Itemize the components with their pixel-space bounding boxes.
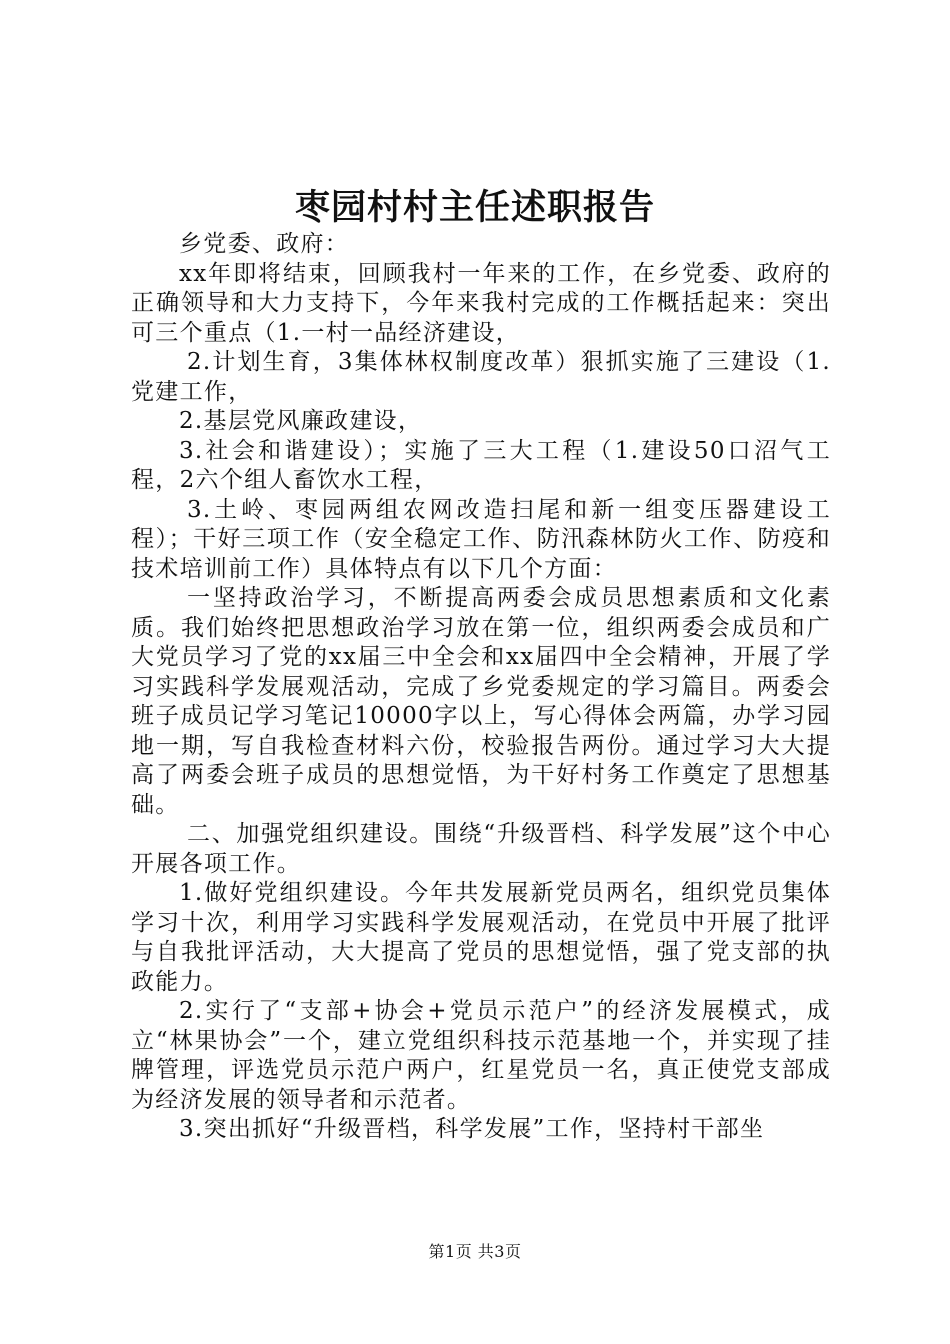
document-body: [131, 230, 831, 1145]
body-paragraph: 3.社会和谐建设）；实施了三大工程（1.建设50口沼气工程，2六个组人畜饮水工程，: [131, 437, 831, 493]
section-two-heading-paragraph: 二、加强党组织建设。围绕“升级晋档、科学发展”这个中心开展各项工作。: [131, 821, 831, 877]
body-paragraph: 1.做好党组织建设。今年共发展新党员两名，组织党员集体学习十次，利用学习实践科学发展观活动，在党员中开展了批评与自我批评活动，大大提高了党员的思想觉悟，强了党支部的执政能力。: [131, 880, 831, 995]
body-paragraph: 2.计划生育，3集体林权制度改革）狠抓实施了三建设（1.党建工作，: [131, 349, 831, 405]
document-title: 枣园村村主任述职报告: [294, 187, 655, 228]
body-paragraph: 3.突出抓好“升级晋档，科学发展”工作，坚持村干部坐: [179, 1116, 765, 1142]
body-paragraph: 2.实行了“支部+协会+党员示范户”的经济发展模式，成立“林果协会”一个，建立党组织科技示范基地一个，并实现了挂牌管理，评选党员示范户两户，红星党员一名，真正使党支部成为经济发展的领导者和示范者。: [131, 998, 831, 1113]
body-paragraph: 2.基层党风廉政建设，: [179, 408, 423, 434]
body-paragraph: 3.土岭、枣园两组农网改造扫尾和新一组变压器建设工程）；干好三项工作（安全稳定工作、防汛森林防火工作、防疫和技术培训前工作）具体特点有以下几个方面：: [131, 496, 831, 582]
intro-paragraph: xx年即将结束，回顾我村一年来的工作，在乡党委、政府的正确领导和大力支持下，今年来我村完成的工作概括起来：突出可三个重点（1.一村一品经济建设，: [131, 260, 831, 346]
section-one-paragraph: 一坚持政治学习，不断提高两委会成员思想素质和文化素质。我们始终把思想政治学习放在第一位，组织两委会成员和广大党员学习了党的xx届三中全会和xx届四中全会精神，开展了学习实践科学发展观活动，完成了乡党委规定的学习篇目。两委会班子成员记学习笔记10000字以上，写心得体会两篇，办学习园地一期，写自我检查材料六份，校验报告两份。通过学习大大提高了两委会班子成员的思想觉悟，为干好村务工作奠定了思想基础。: [131, 585, 831, 818]
page-number-footer: 第1页 共3页: [428, 1242, 522, 1261]
salutation-paragraph: 乡党委、政府：: [179, 231, 350, 257]
